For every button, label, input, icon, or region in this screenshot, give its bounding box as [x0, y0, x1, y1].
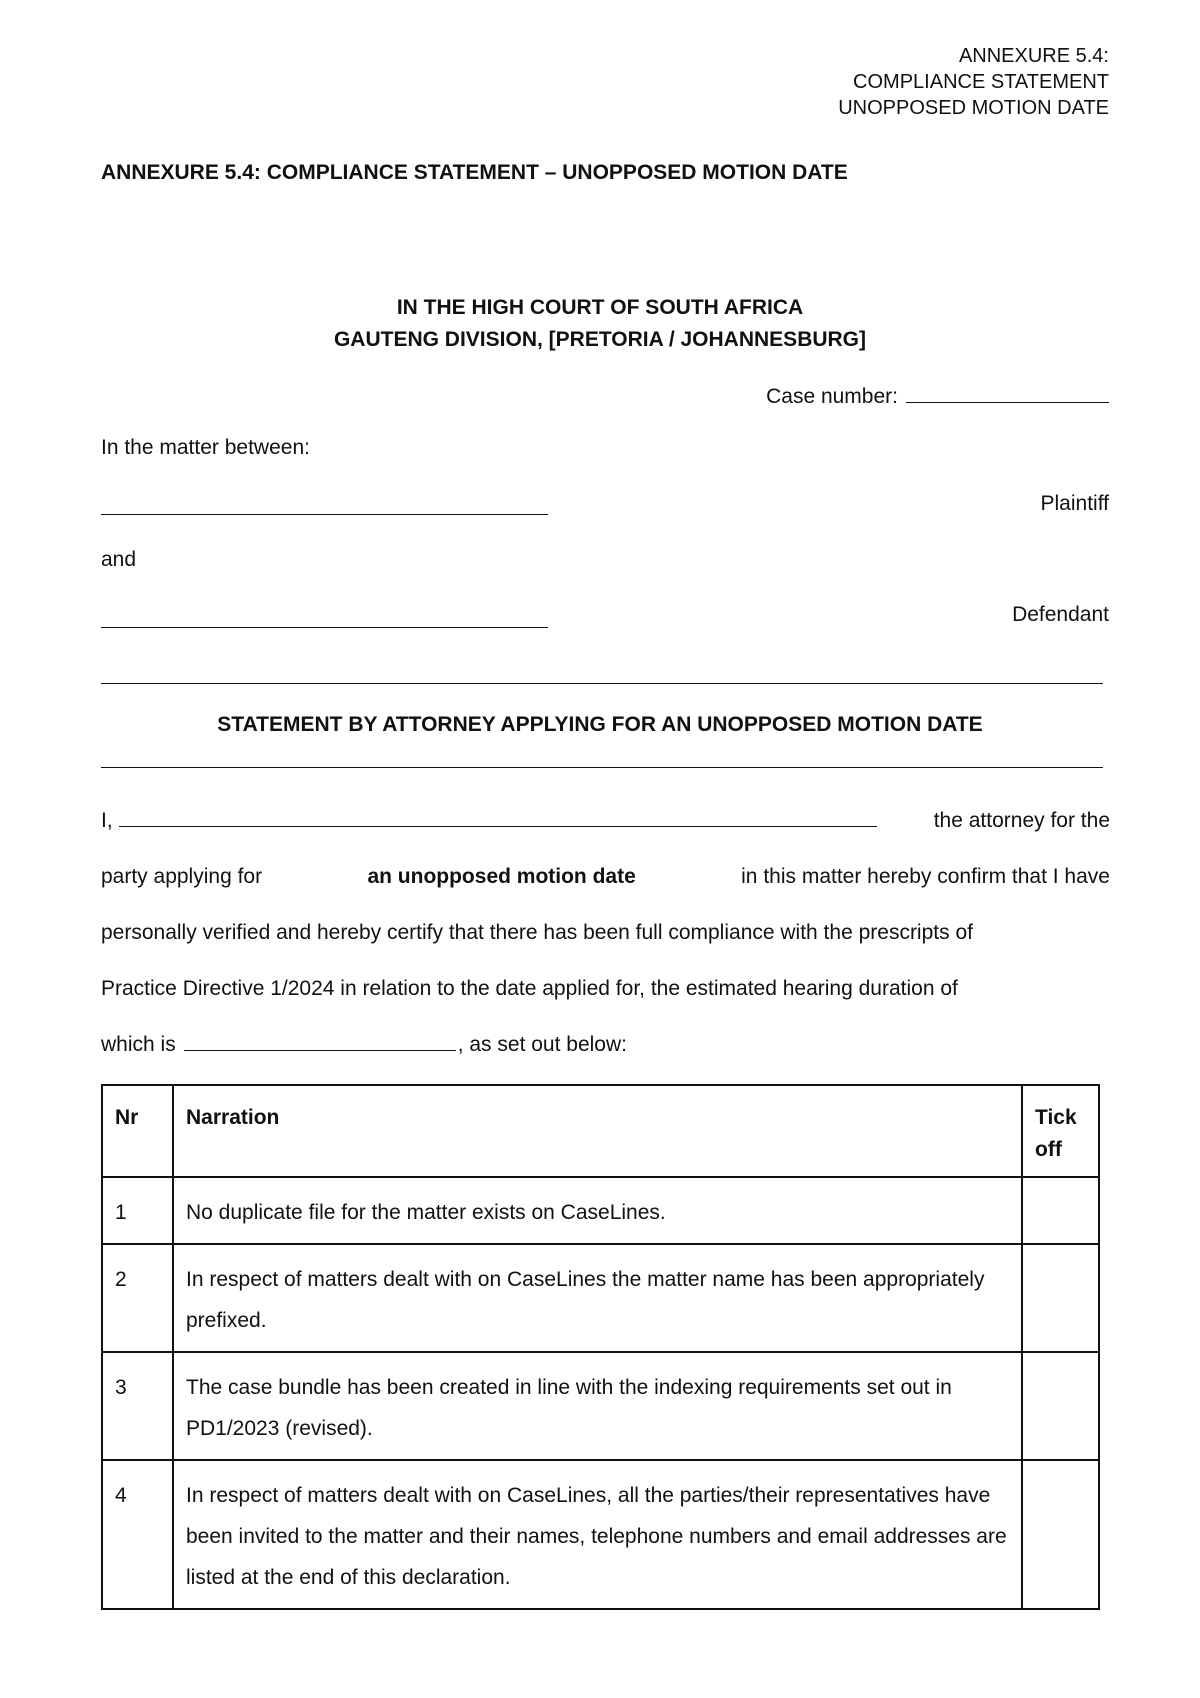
header-narration: Narration	[173, 1085, 1022, 1177]
tick-off-cell[interactable]	[1022, 1177, 1099, 1244]
tick-off-cell[interactable]	[1022, 1460, 1099, 1609]
case-number-row	[766, 380, 1109, 409]
paragraph-bold-text: an unopposed motion date	[367, 865, 636, 888]
compliance-table	[101, 1084, 1100, 1610]
paragraph-line-2	[101, 849, 1110, 905]
table-row	[102, 1244, 1099, 1352]
row-narration: In respect of matters dealt with on CaseLines the matter name has been appropriately prefixed.	[173, 1244, 1022, 1352]
defendant-label: Defendant	[1012, 603, 1109, 626]
row-number: 4	[102, 1460, 173, 1609]
row-number: 2	[102, 1244, 173, 1352]
paragraph-line-5	[101, 1017, 1110, 1073]
tick-off-cell[interactable]	[1022, 1244, 1099, 1352]
paragraph-text: party applying for	[101, 865, 263, 888]
running-header	[838, 43, 1109, 121]
header-line-1: ANNEXURE 5.4:	[958, 45, 1109, 67]
header-nr: Nr	[102, 1085, 173, 1177]
court-name: IN THE HIGH COURT OF SOUTH AFRICA	[396, 296, 804, 319]
and-label: and	[101, 548, 137, 571]
hearing-duration-blank[interactable]	[184, 1028, 456, 1051]
header-tick-off: Tick off	[1022, 1085, 1099, 1177]
paragraph-line-3: personally verified and hereby certify that there has been full compliance with the prescripts of	[101, 921, 973, 944]
declaration-paragraph	[101, 793, 1110, 1073]
case-number-label: Case number:	[766, 385, 898, 408]
divider-top	[101, 683, 1103, 684]
table-row	[102, 1352, 1099, 1460]
plaintiff-name-blank[interactable]	[101, 514, 548, 515]
paragraph-text: in this matter hereby confirm that I have	[741, 865, 1110, 888]
row-narration: No duplicate file for the matter exists on CaseLines.	[173, 1177, 1022, 1244]
header-line-3: UNOPPOSED MOTION DATE	[838, 97, 1109, 119]
plaintiff-label: Plaintiff	[1040, 492, 1109, 515]
tick-off-cell[interactable]	[1022, 1352, 1099, 1460]
document-title: ANNEXURE 5.4: COMPLIANCE STATEMENT – UNOPPOSED MOTION DATE	[101, 161, 848, 184]
table-header-row	[102, 1085, 1099, 1177]
row-narration: In respect of matters dealt with on CaseLines, all the parties/their representatives have been invited to the matter and their names, telephone numbers and email addresses are listed at the end of this declaration.	[173, 1460, 1022, 1609]
table-row	[102, 1177, 1099, 1244]
paragraph-line-4: Practice Directive 1/2024 in relation to the date applied for, the estimated hearing duration of	[101, 977, 958, 1000]
paragraph-text: which is	[101, 1033, 176, 1056]
row-number: 3	[102, 1352, 173, 1460]
divider-bottom	[101, 767, 1103, 768]
court-division: GAUTENG DIVISION, [PRETORIA / JOHANNESBURG]	[333, 328, 867, 351]
paragraph-text: I,	[101, 809, 113, 832]
paragraph-text: , as set out below:	[457, 1033, 627, 1056]
header-line-2: COMPLIANCE STATEMENT	[853, 71, 1109, 93]
row-narration: The case bundle has been created in line with the indexing requirements set out in PD1/2023 (revised).	[173, 1352, 1022, 1460]
statement-heading: STATEMENT BY ATTORNEY APPLYING FOR AN UNOPPOSED MOTION DATE	[217, 713, 983, 736]
case-number-blank[interactable]	[906, 380, 1109, 403]
court-heading	[0, 292, 1200, 356]
matter-between-label: In the matter between:	[101, 436, 310, 459]
defendant-name-blank[interactable]	[101, 627, 548, 628]
paragraph-text: the attorney for the	[933, 809, 1110, 832]
row-number: 1	[102, 1177, 173, 1244]
table-row	[102, 1460, 1099, 1609]
paragraph-line-1	[101, 793, 1110, 849]
attorney-name-blank[interactable]	[119, 804, 877, 827]
